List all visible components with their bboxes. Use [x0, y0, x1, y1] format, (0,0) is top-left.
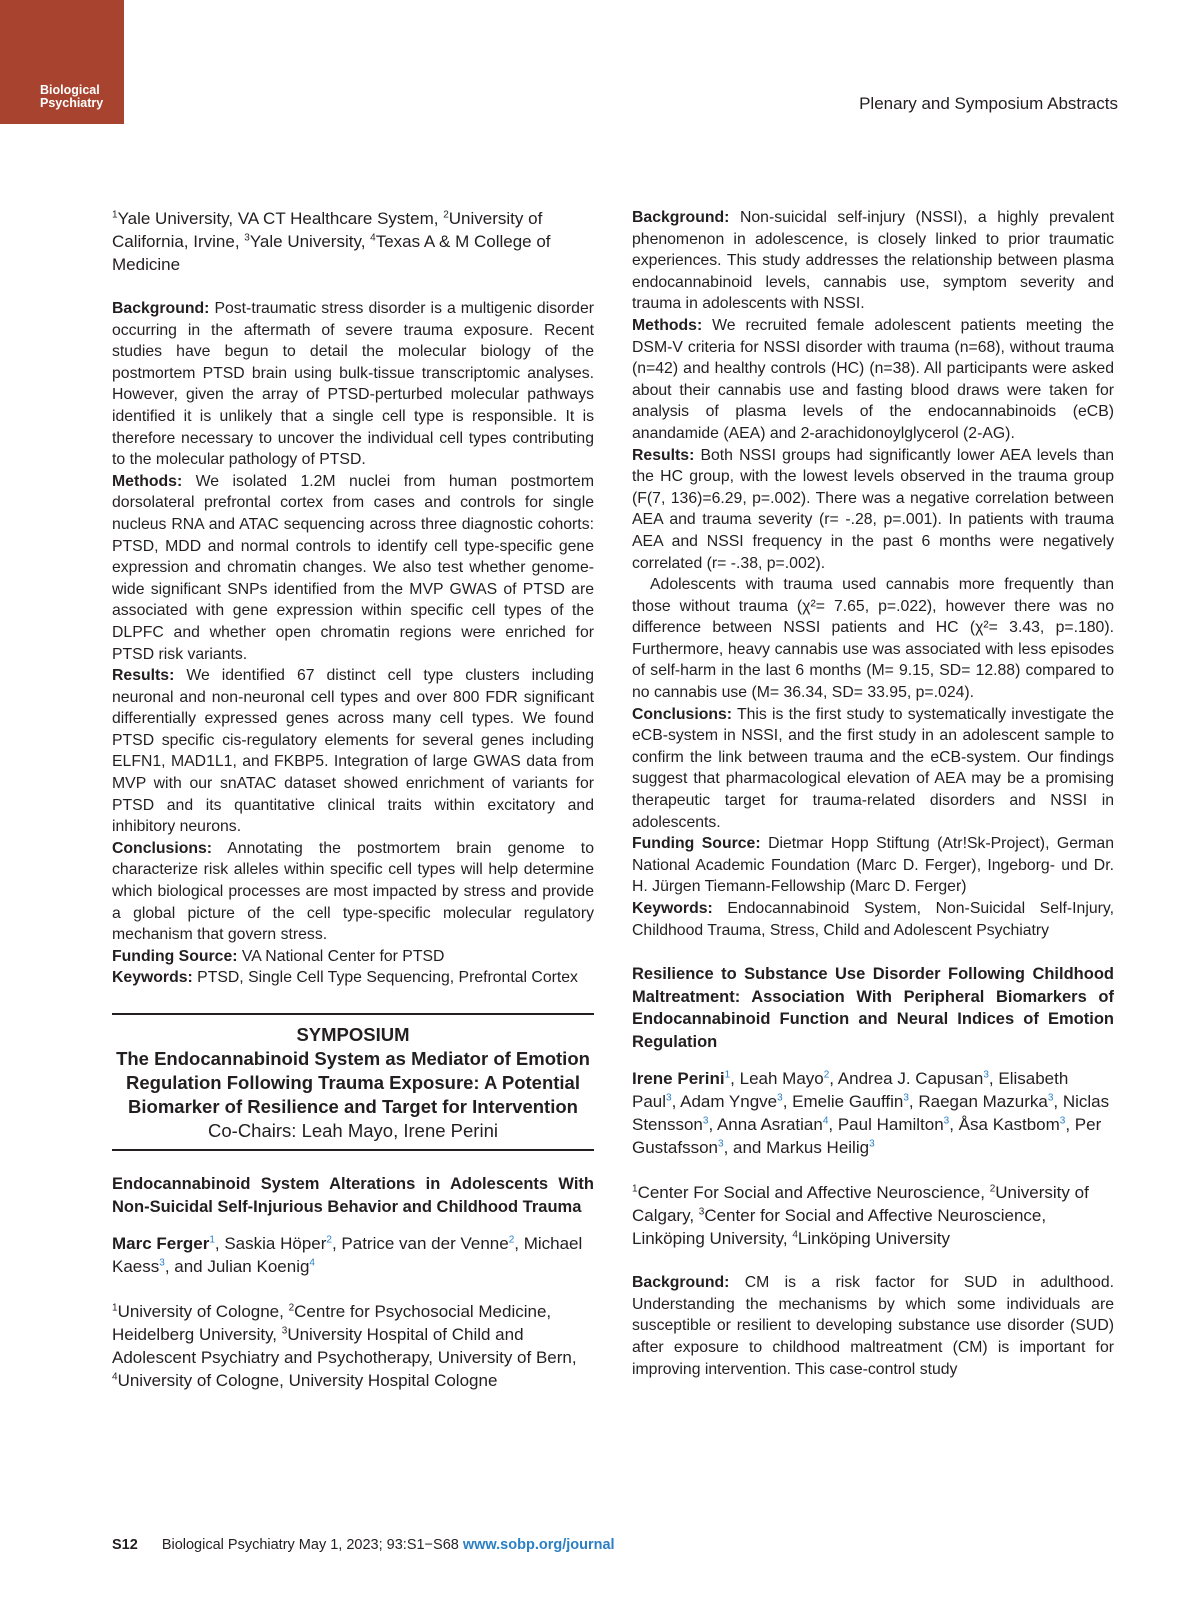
author-affiliation-ref[interactable]: 3 — [943, 1115, 950, 1127]
left-column — [112, 207, 594, 1392]
author-affiliation-ref[interactable]: 3 — [869, 1138, 875, 1150]
section-label: Conclusions: — [632, 705, 733, 723]
author-name: , Saskia Höper — [214, 1234, 327, 1253]
background-paragraph — [632, 207, 1114, 315]
affiliation-number: 3 — [281, 1325, 288, 1337]
author-affiliation-ref[interactable]: 4 — [822, 1115, 829, 1127]
section-text: Post-traumatic stress disorder is a multigenic disorder occurring in the aftermath of severe trauma exposure. Recent studies have begun to detail the molecular biology of the postmortem PTSD brain using bulk-tissue transcriptomic analyses. However, given the array of PTSD-perturbed molecular pathways identified it is unlikely that a single cell type is responsible. It is therefore necessary to uncover the individual cell types contributing to the molecular pathology of PTSD. — [112, 300, 595, 469]
section-label: Results: — [112, 667, 175, 685]
author-affiliation-ref[interactable]: 3 — [702, 1115, 709, 1127]
section-label: Background: — [632, 209, 730, 226]
affiliation-name: Center for Social and Affective Neuroscience, Linköping University, — [632, 1206, 1047, 1249]
abstract-affiliations — [112, 1300, 594, 1392]
author-affiliation-ref[interactable]: 2 — [823, 1069, 830, 1081]
author-affiliation-ref[interactable]: 3 — [777, 1092, 783, 1104]
author-affiliation-ref[interactable]: 1 — [724, 1069, 731, 1081]
affiliation-number: 3 — [698, 1206, 705, 1218]
affiliation-number: 3 — [244, 232, 250, 244]
journal-logo-badge — [0, 0, 124, 124]
page-footer — [112, 1537, 615, 1553]
author-name: , Niclas Stensson — [632, 1092, 1110, 1135]
affiliation-name: Yale University, VA CT Healthcare System, — [117, 209, 444, 228]
prev-results-paragraph — [112, 665, 594, 838]
page-number: S12 — [112, 1537, 138, 1553]
author-affiliation-ref[interactable]: 4 — [309, 1257, 315, 1269]
background-paragraph — [632, 1272, 1114, 1380]
section-label: Keywords: — [632, 900, 713, 917]
abstract-authors — [112, 1232, 594, 1278]
abstract-title: Resilience to Substance Use Disorder Following Childhood Maltreatment: Association With Peripheral Biomarkers of Endocannabinoid Function and Neural Indices of Emotion Regulation — [632, 965, 1114, 1051]
symposium-chairs: Co-Chairs: Leah Mayo, Irene Perini — [208, 1120, 498, 1141]
section-label: Funding Source: — [632, 835, 761, 853]
affiliation-name: University of Cologne, University Hospital Cologne — [117, 1371, 498, 1390]
affiliation-name: Linköping University — [797, 1229, 951, 1249]
section-label: Background: — [112, 300, 210, 317]
results-paragraph — [632, 445, 1114, 575]
affiliation-number: 2 — [989, 1183, 996, 1195]
section-text: Both NSSI groups had significantly lower AEA levels than the HC group, with the lowest levels observed in the trauma group (F(7, 136)=6.29, p=.002). There was a negative correlation between AEA and trauma severity (r= -.28, p=.001). In patients with trauma AEA and NSSI frequency in the past 6 months were negatively correlated (r= -.38, p=.002). — [632, 446, 1114, 572]
author-name: , Leah Mayo — [730, 1069, 824, 1089]
affiliation-name: University Hospital of Child and Adolescent Psychiatry and Psychotherapy, University of Bern, — [112, 1325, 577, 1367]
section-text: VA National Center for PTSD — [241, 947, 445, 965]
section-label: Results: — [632, 446, 695, 464]
section-text: We identified 67 distinct cell type clusters including neuronal and non-neuronal cell types and over 800 FDR significant differentially expressed genes across many cell types. We found PTSD specific cis-regulatory elements for several genes including ELFN1, MAD1L1, and FKBP5. Integration of large GWAS data from MVP with our snATAC dataset showed enrichment of variants for PTSD and its quantitative clinical traits within excitatory and inhibitory neurons. — [112, 667, 594, 836]
author-name: , and Julian Koenig — [164, 1257, 310, 1276]
author-name: , Adam Yngve — [671, 1092, 778, 1112]
section-text: We isolated 1.2M nuclei from human postmortem dorsolateral prefrontal cortex from cases and controls for single nucleus RNA and ATAC sequencing across three diagnostic cohorts: PTSD, MDD and normal controls to identify cell type-specific gene expression and chromatin changes. We also test whether genome-wide significant SNPs identified from the MVP GWAS of PTSD are associated with gene expression within specific cell types of the DLPFC and whether open chromatin regions were enriched for PTSD risk variants. — [112, 472, 594, 663]
prev-background-paragraph — [112, 298, 594, 471]
section-label: Funding Source: — [112, 947, 238, 965]
author-name: , Anna Asratian — [708, 1115, 823, 1135]
prev-abstract-affiliations — [112, 207, 594, 276]
section-label: Background: — [632, 1274, 730, 1292]
section-label: Methods: — [632, 316, 703, 334]
abstract-authors — [632, 1067, 1114, 1159]
section-text: Endocannabinoid System, Non-Suicidal Self-Injury, Childhood Trauma, Stress, Child and Adolescent Psychiatry — [632, 900, 1115, 939]
affiliation-name: University of Cologne, — [117, 1302, 289, 1321]
author-affiliation-ref[interactable]: 3 — [903, 1092, 909, 1104]
section-text: Annotating the postmortem brain genome to characterize risk alleles within specific cell types will help determine which biological processes are most impacted by stress and provide a global picture of the cell type-specific molecular regulatory mechanism that govern stress. — [112, 839, 594, 944]
section-text: Non-suicidal self-injury (NSSI), a highly prevalent phenomenon in adolescence, is closely linked to prior traumatic experiences. This study addresses the relationship between plasma endocannabinoid levels, cannabis use, symptom severity and trauma in adolescents with NSSI. — [632, 209, 1114, 313]
author-name: , and Markus Heilig — [723, 1138, 870, 1158]
author-affiliation-ref[interactable]: 3 — [159, 1257, 165, 1269]
affiliation-number: 4 — [792, 1229, 798, 1241]
affiliation-number: 2 — [443, 209, 449, 221]
author-affiliation-ref[interactable]: 3 — [666, 1092, 672, 1104]
affiliation-name: Texas A & M College of Medicine — [112, 232, 551, 274]
affiliation-number: 1 — [632, 1183, 638, 1195]
prev-funding-paragraph — [112, 946, 594, 968]
author-name: , Elisabeth Paul — [632, 1069, 1069, 1112]
section-text: This is the first study to systematically investigate the eCB-system in NSSI, and the first study in an adolescent sample to confirm the link between trauma and the eCB-system. Our findings suggest that pharmacological elevation of AEA may be a promising therapeutic target for trauma-related disorders and NSSI in adolescents. — [632, 705, 1114, 831]
section-text: Dietmar Hopp Stiftung (Atr!Sk-Project), German National Academic Foundation (Marc D. Ferger), Ingeborg- und Dr. H. Jürgen Tiemann-Fellowship (Marc D. Ferger) — [632, 835, 1114, 896]
symposium-header-box — [112, 1013, 594, 1151]
author-affiliation-ref[interactable]: 3 — [1059, 1115, 1066, 1127]
author-name: , Michael Kaess — [112, 1234, 583, 1276]
running-head: Plenary and Symposium Abstracts — [859, 94, 1118, 113]
funding-paragraph — [632, 833, 1114, 898]
author-name: , Åsa Kastbom — [949, 1115, 1060, 1135]
affiliation-name: Yale University, — [249, 232, 371, 251]
affiliation-number: 1 — [112, 1302, 118, 1314]
prev-keywords-paragraph — [112, 967, 594, 989]
section-text: PTSD, Single Cell Type Sequencing, Prefrontal Cortex — [197, 969, 578, 987]
lead-author-name: Marc Ferger — [112, 1234, 210, 1253]
prev-methods-paragraph — [112, 471, 594, 665]
affiliation-name: Centre for Psychosocial Medicine, Heidelberg University, — [112, 1302, 552, 1344]
author-name: , Patrice van der Venne — [331, 1234, 509, 1253]
section-label: Conclusions: — [112, 839, 213, 857]
symposium-title: The Endocannabinoid System as Mediator of Emotion Regulation Following Trauma Exposure: A Potential Biomarker of Resilience and Target for Intervention — [116, 1048, 590, 1117]
affiliation-number: 1 — [112, 209, 118, 221]
journal-link[interactable]: www.sobp.org/journal — [462, 1537, 615, 1553]
author-affiliation-ref[interactable]: 3 — [1047, 1092, 1054, 1104]
author-affiliation-ref[interactable]: 3 — [983, 1069, 989, 1081]
affiliation-name: Center For Social and Affective Neuroscience, — [637, 1183, 990, 1203]
author-affiliation-ref[interactable]: 1 — [209, 1234, 215, 1246]
affiliation-name: University of Calgary, — [632, 1183, 1089, 1226]
conclusions-paragraph — [632, 704, 1114, 834]
author-affiliation-ref[interactable]: 3 — [718, 1138, 724, 1150]
section-text: We recruited female adolescent patients meeting the DSM-V criteria for NSSI disorder with trauma (n=68), without trauma (n=42) and healthy controls (HC) (n=38). All participants were asked about their cannabis use and fasting blood draws were taken for analysis of plasma levels of the endocannabinoids (eCB) anandamide (AEA) and 2-arachidonoylglycerol (2-AG). — [632, 316, 1115, 442]
author-affiliation-ref[interactable]: 2 — [326, 1234, 332, 1246]
affiliation-name: University of California, Irvine, — [112, 209, 543, 251]
citation: Biological Psychiatry May 1, 2023; 93:S1−S68 — [161, 1537, 463, 1553]
abstract-affiliations — [632, 1181, 1114, 1250]
prev-conclusions-paragraph — [112, 838, 594, 946]
symposium-label: SYMPOSIUM — [296, 1024, 410, 1045]
author-name: , Andrea J. Capusan — [829, 1069, 984, 1089]
lead-author-name: Irene Perini — [632, 1069, 725, 1089]
author-name: , Raegan Mazurka — [908, 1092, 1048, 1112]
author-name: , Paul Hamilton — [828, 1115, 944, 1135]
section-label: Methods: — [112, 472, 183, 490]
abstract-title: Endocannabinoid System Alterations in Adolescents With Non-Suicidal Self-Injurious Behavior and Childhood Trauma — [112, 1175, 594, 1216]
author-affiliation-ref[interactable]: 2 — [508, 1234, 515, 1246]
affiliation-number: 4 — [112, 1371, 118, 1383]
affiliation-number: 4 — [370, 232, 376, 244]
author-name: , Emelie Gauffin — [782, 1092, 904, 1112]
section-text: CM is a risk factor for SUD in adulthood. Understanding the mechanisms by which some individuals are susceptible or resilient to developing substance use disorder (SUD) after exposure to childhood maltreatment (CM) is important for improving intervention. This case-control study — [632, 1274, 1114, 1378]
affiliation-number: 2 — [288, 1302, 295, 1314]
keywords-paragraph — [632, 898, 1114, 941]
section-label: Keywords: — [112, 969, 193, 987]
author-name: , Per Gustafsson — [632, 1115, 1102, 1158]
right-column — [632, 207, 1114, 1380]
results-paragraph-continued: Adolescents with trauma used cannabis more frequently than those without trauma (χ²= 7.65, p=.022), however there was no difference between NSSI patients and HC (χ²= 3.43, p=.180). Furthermore, heavy cannabis use was associated with less episodes of self-harm in the last 6 months (M= 9.15, SD= 12.88) compared to no cannabis use (M= 36.34, SD= 33.95, p=.024). — [632, 576, 1114, 702]
methods-paragraph — [632, 315, 1114, 445]
journal-logo-text: Biological Psychiatry — [40, 83, 104, 110]
